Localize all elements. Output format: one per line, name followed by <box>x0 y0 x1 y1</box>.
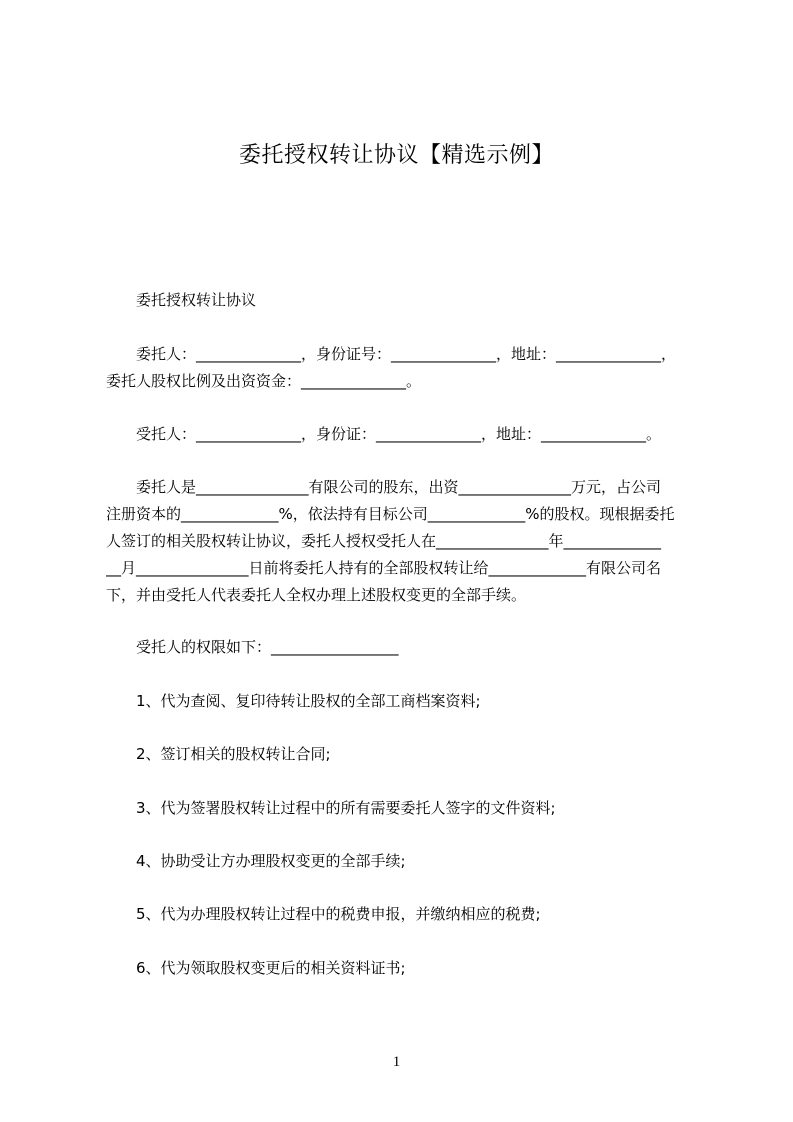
principal-line-2: 委托人股权比例及出资资金：______________。 <box>106 372 422 390</box>
power-item-6 <box>106 955 706 982</box>
body-line-2: 注册资本的_____________%，依法持有目标公司_____________%的股权。现根据委托 <box>106 505 675 523</box>
principal-line-1: 委托人：______________，身份证号：______________，地址：______________， <box>136 345 677 363</box>
body-paragraph <box>106 474 706 609</box>
body-line-1: 委托人是_______________有限公司的股东，出资_______________万元，占公司 <box>136 478 662 496</box>
power-item-5-text: 5、代为办理股权转让过程中的税费申报，并缴纳相应的税费; <box>136 905 541 923</box>
power-item-2-text: 2、签订相关的股权转让合同; <box>136 745 331 763</box>
power-item-4 <box>106 848 706 875</box>
section-heading-text: 委托授权转让协议 <box>136 291 257 309</box>
power-item-1-text: 1、代为查阅、复印待转让股权的全部工商档案资料; <box>136 692 481 710</box>
power-item-2 <box>106 741 706 768</box>
power-item-1 <box>106 688 706 715</box>
section-heading <box>106 287 706 314</box>
power-item-3 <box>106 795 706 822</box>
agent-paragraph <box>106 421 706 448</box>
powers-intro <box>106 634 706 661</box>
principal-paragraph <box>106 341 706 395</box>
power-item-6-text: 6、代为领取股权变更后的相关资料证书; <box>136 959 406 977</box>
body-line-3: 人签订的相关股权转让协议，委托人授权受托人在_______________年_____________ <box>106 532 662 550</box>
power-item-5 <box>106 901 706 928</box>
power-item-3-text: 3、代为签署股权转让过程中的所有需要委托人签字的文件资料; <box>136 799 556 817</box>
power-item-4-text: 4、协助受让方办理股权变更的全部手续; <box>136 852 406 870</box>
agent-line: 受托人：______________，身份证：______________，地址：______________。 <box>136 425 662 443</box>
document-title: 委托授权转让协议【精选示例】 <box>238 143 554 168</box>
powers-intro-text: 受托人的权限如下：_________________ <box>136 638 399 656</box>
body-line-5: 下，并由受托人代表委托人全权办理上述股权变更的全部手续。 <box>106 586 527 604</box>
page-number: 1 <box>392 1054 401 1070</box>
body-line-4: __月_______________日前将委托人持有的全部股权转让给_____________有限公司名 <box>106 559 662 577</box>
